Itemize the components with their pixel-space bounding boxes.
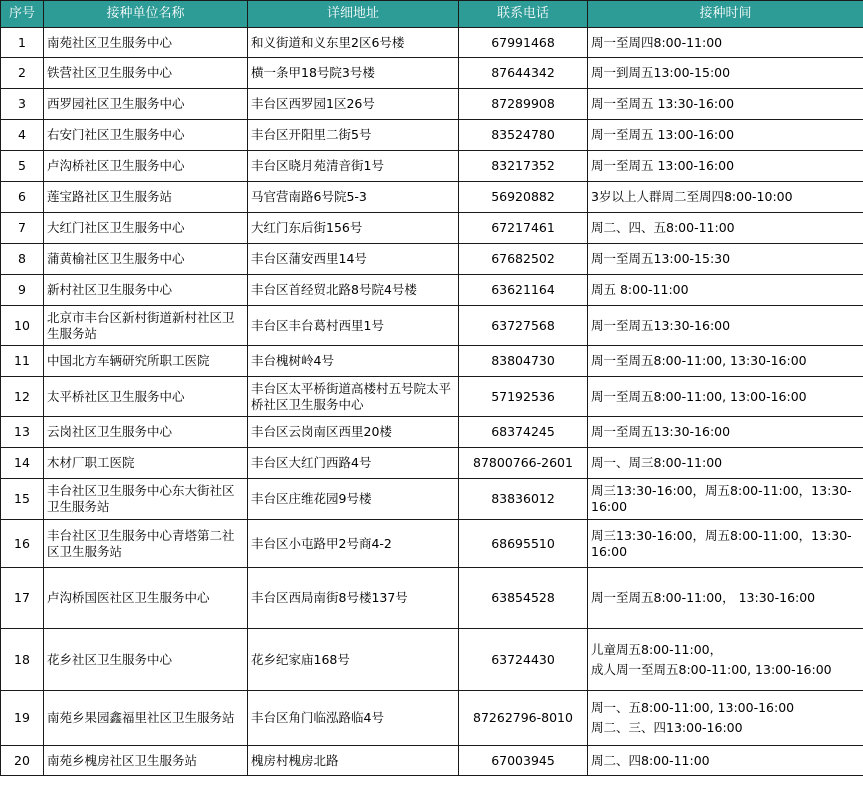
header-index: 序号 xyxy=(1,1,44,28)
time-line: 周一到周五13:00-15:00 xyxy=(591,65,731,80)
table-row xyxy=(1,151,863,182)
row-address: 丰台区大红门西路4号 xyxy=(248,448,459,479)
table-row xyxy=(1,346,863,377)
row-phone: 67991468 xyxy=(459,28,588,58)
row-vaccination-time xyxy=(588,306,863,346)
time-line: 周二、四、五8:00-11:00 xyxy=(591,220,735,235)
time-line: 周一至周五 13:30-16:00 xyxy=(591,96,735,111)
row-unit-name: 新村社区卫生服务中心 xyxy=(44,275,248,306)
time-line: 周一至周五13:00-15:30 xyxy=(591,251,731,266)
time-line: 周一、五8:00-11:00, 13:00-16:00 xyxy=(591,700,795,715)
table-row xyxy=(1,306,863,346)
row-unit-name: 北京市丰台区新村街道新村社区卫生服务站 xyxy=(44,306,248,346)
row-unit-name: 卢沟桥国医社区卫生服务中心 xyxy=(44,568,248,629)
row-phone: 68695510 xyxy=(459,520,588,568)
row-vaccination-time xyxy=(588,417,863,448)
row-phone: 68374245 xyxy=(459,417,588,448)
row-index: 9 xyxy=(1,275,44,306)
row-vaccination-time xyxy=(588,58,863,89)
row-index: 6 xyxy=(1,182,44,213)
table-row xyxy=(1,244,863,275)
table-row xyxy=(1,568,863,629)
row-vaccination-time xyxy=(588,629,863,691)
row-unit-name: 大红门社区卫生服务中心 xyxy=(44,213,248,244)
row-vaccination-time xyxy=(588,346,863,377)
row-phone: 56920882 xyxy=(459,182,588,213)
row-unit-name: 西罗园社区卫生服务中心 xyxy=(44,89,248,120)
row-vaccination-time xyxy=(588,275,863,306)
row-address: 丰台槐树岭4号 xyxy=(248,346,459,377)
row-index: 18 xyxy=(1,629,44,691)
row-vaccination-time xyxy=(588,520,863,568)
row-phone: 67003945 xyxy=(459,746,588,776)
row-index: 2 xyxy=(1,58,44,89)
row-index: 20 xyxy=(1,746,44,776)
time-line: 周一至周五 13:00-16:00 xyxy=(591,158,735,173)
row-unit-name: 右安门社区卫生服务中心 xyxy=(44,120,248,151)
header-unit: 接种单位名称 xyxy=(44,1,248,28)
row-index: 19 xyxy=(1,691,44,746)
row-phone: 87289908 xyxy=(459,89,588,120)
time-line: 周三13:30-16:00，周五8:00-11:00，13:30-16:00 xyxy=(591,527,852,559)
row-index: 8 xyxy=(1,244,44,275)
time-line: 周二、四8:00-11:00 xyxy=(591,752,710,768)
table-row xyxy=(1,275,863,306)
row-unit-name: 蒲黄榆社区卫生服务中心 xyxy=(44,244,248,275)
row-unit-name: 丰台社区卫生服务中心东大街社区卫生服务站 xyxy=(44,479,248,520)
table-row xyxy=(1,182,863,213)
row-vaccination-time xyxy=(588,89,863,120)
row-address: 马官营南路6号院5-3 xyxy=(248,182,459,213)
time-line: 3岁以上人群周二至周四8:00-10:00 xyxy=(591,189,793,204)
time-line: 周五 8:00-11:00 xyxy=(591,282,689,297)
row-phone: 57192536 xyxy=(459,377,588,417)
row-vaccination-time xyxy=(588,479,863,520)
row-phone: 63724430 xyxy=(459,629,588,691)
row-index: 17 xyxy=(1,568,44,629)
table-body xyxy=(1,28,863,776)
row-address: 丰台区蒲安西里14号 xyxy=(248,244,459,275)
row-phone: 87644342 xyxy=(459,58,588,89)
table-row xyxy=(1,691,863,746)
row-address: 和义街道和义东里2区6号楼 xyxy=(248,28,459,58)
table-row xyxy=(1,377,863,417)
time-line: 儿童周五8:00-11:00， xyxy=(591,641,723,657)
header-row xyxy=(1,1,863,28)
row-vaccination-time xyxy=(588,377,863,417)
row-index: 7 xyxy=(1,213,44,244)
table-row xyxy=(1,629,863,691)
row-index: 4 xyxy=(1,120,44,151)
table-row xyxy=(1,479,863,520)
row-phone: 63854528 xyxy=(459,568,588,629)
row-index: 12 xyxy=(1,377,44,417)
row-address: 花乡纪家庙168号 xyxy=(248,629,459,691)
time-line: 成人周一至周五8:00-11:00, 13:00-16:00 xyxy=(591,661,832,677)
row-address: 丰台区开阳里二街5号 xyxy=(248,120,459,151)
row-index: 1 xyxy=(1,28,44,58)
row-unit-name: 铁营社区卫生服务中心 xyxy=(44,58,248,89)
time-line: 周二、三、四13:00-16:00 xyxy=(591,720,743,735)
time-line: 周一至周五13:30-16:00 xyxy=(591,424,731,439)
row-unit-name: 南苑乡果园鑫福里社区卫生服务站 xyxy=(44,691,248,746)
row-phone: 83524780 xyxy=(459,120,588,151)
row-index: 15 xyxy=(1,479,44,520)
row-index: 3 xyxy=(1,89,44,120)
row-address: 丰台区角门临泓路临4号 xyxy=(248,691,459,746)
row-unit-name: 木材厂职工医院 xyxy=(44,448,248,479)
row-vaccination-time xyxy=(588,691,863,746)
row-unit-name: 南苑乡槐房社区卫生服务站 xyxy=(44,746,248,776)
row-vaccination-time xyxy=(588,568,863,629)
row-phone: 63621164 xyxy=(459,275,588,306)
row-phone: 87800766-2601 xyxy=(459,448,588,479)
row-index: 10 xyxy=(1,306,44,346)
row-vaccination-time xyxy=(588,448,863,479)
row-index: 5 xyxy=(1,151,44,182)
row-address: 丰台区西罗园1区26号 xyxy=(248,89,459,120)
row-unit-name: 丰台社区卫生服务中心青塔第二社区卫生服务站 xyxy=(44,520,248,568)
row-phone: 67217461 xyxy=(459,213,588,244)
row-index: 13 xyxy=(1,417,44,448)
row-unit-name: 卢沟桥社区卫生服务中心 xyxy=(44,151,248,182)
time-line: 周一至周四8:00-11:00 xyxy=(591,34,723,50)
table-row xyxy=(1,120,863,151)
table-row xyxy=(1,28,863,58)
row-index: 16 xyxy=(1,520,44,568)
row-phone: 67682502 xyxy=(459,244,588,275)
row-address: 丰台区晓月苑清音街1号 xyxy=(248,151,459,182)
row-index: 11 xyxy=(1,346,44,377)
time-line: 周一至周五8:00-11:00， 13:30-16:00 xyxy=(591,590,816,605)
row-vaccination-time xyxy=(588,120,863,151)
row-address: 丰台区西局南街8号楼137号 xyxy=(248,568,459,629)
row-phone: 83217352 xyxy=(459,151,588,182)
time-line: 周一至周五 13:00-16:00 xyxy=(591,127,735,142)
table-row xyxy=(1,417,863,448)
row-unit-name: 花乡社区卫生服务中心 xyxy=(44,629,248,691)
row-address: 槐房村槐房北路 xyxy=(248,746,459,776)
row-unit-name: 云岗社区卫生服务中心 xyxy=(44,417,248,448)
row-phone: 87262796-8010 xyxy=(459,691,588,746)
header-time: 接种时间 xyxy=(588,1,863,28)
row-vaccination-time xyxy=(588,746,863,776)
table-row xyxy=(1,89,863,120)
row-address: 丰台区丰台葛村西里1号 xyxy=(248,306,459,346)
row-address: 丰台区小屯路甲2号商4-2 xyxy=(248,520,459,568)
row-unit-name: 太平桥社区卫生服务中心 xyxy=(44,377,248,417)
row-address: 大红门东后街156号 xyxy=(248,213,459,244)
time-line: 周一至周五13:30-16:00 xyxy=(591,317,731,333)
table-row xyxy=(1,448,863,479)
header-phone: 联系电话 xyxy=(459,1,588,28)
row-vaccination-time xyxy=(588,182,863,213)
row-address: 丰台区庄维花园9号楼 xyxy=(248,479,459,520)
row-index: 14 xyxy=(1,448,44,479)
time-line: 周一至周五8:00-11:00, 13:00-16:00 xyxy=(591,388,807,404)
row-phone: 63727568 xyxy=(459,306,588,346)
row-vaccination-time xyxy=(588,213,863,244)
time-line: 周一、周三8:00-11:00 xyxy=(591,455,723,470)
time-line: 周三13:30-16:00，周五8:00-11:00，13:30-16:00 xyxy=(591,483,852,514)
row-vaccination-time xyxy=(588,244,863,275)
row-unit-name: 南苑社区卫生服务中心 xyxy=(44,28,248,58)
table-row xyxy=(1,213,863,244)
row-phone: 83836012 xyxy=(459,479,588,520)
row-address: 丰台区太平桥街道高楼村五号院太平桥社区卫生服务中心 xyxy=(248,377,459,417)
row-address: 丰台区云岗南区西里20楼 xyxy=(248,417,459,448)
row-unit-name: 莲宝路社区卫生服务站 xyxy=(44,182,248,213)
table-row xyxy=(1,746,863,776)
table-row xyxy=(1,58,863,89)
header-address: 详细地址 xyxy=(248,1,459,28)
row-address: 丰台区首经贸北路8号院4号楼 xyxy=(248,275,459,306)
table-row xyxy=(1,520,863,568)
row-unit-name: 中国北方车辆研究所职工医院 xyxy=(44,346,248,377)
row-phone: 83804730 xyxy=(459,346,588,377)
row-vaccination-time xyxy=(588,151,863,182)
row-vaccination-time xyxy=(588,28,863,58)
row-address: 横一条甲18号院3号楼 xyxy=(248,58,459,89)
time-line: 周一至周五8:00-11:00, 13:30-16:00 xyxy=(591,353,807,368)
